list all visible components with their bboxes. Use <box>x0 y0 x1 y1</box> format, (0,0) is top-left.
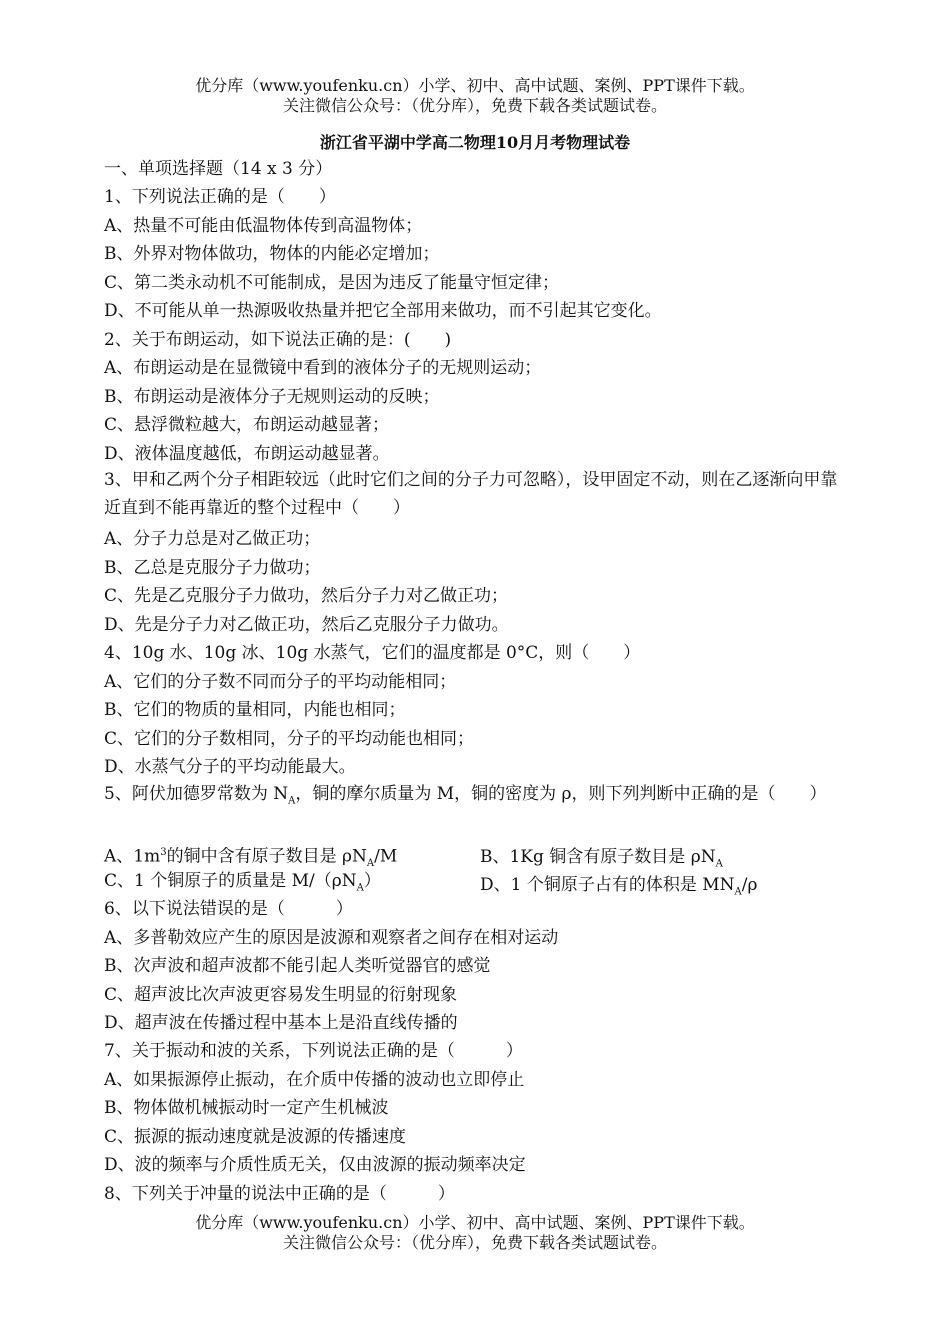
q5-option-c: C、1 个铜原子的质量是 $M/(\rho N_A)$ <box>104 871 381 894</box>
page-title: 浙江省平湖中学高二物理10月月考物理试卷 <box>319 133 631 152</box>
q3-stem: 3、甲和乙两个分子相距较远（此时它们之间的分子力可忽略），设甲固定不动，则在乙逐渐向甲靠近直到不能再靠近的整个过程中（ ） <box>104 470 838 518</box>
q3-option-d: D、先是分子力对乙做正功，然后乙克服分子力做功。 <box>104 615 509 635</box>
q6-stem: 6、以下说法错误的是（ ） <box>104 899 353 919</box>
q1-stem: 1、下列说法正确的是（ ） <box>104 187 336 207</box>
q5-option-d: D、1 个铜原子占有的体积是 $MN_A/\rho$ <box>480 875 758 898</box>
header-line-1: 优分库（www.youfenku.cn）小学、初中、高中试题、案例、PPT课件下载。 <box>195 76 755 95</box>
q3-option-a: A、分子力总是对乙做正功； <box>104 529 321 549</box>
q3-option-b: B、乙总是克服分子力做功； <box>104 558 321 578</box>
q7-option-c: C、振源的振动速度就是波源的传播速度 <box>104 1127 407 1147</box>
q1-option-c: C、第二类永动机不可能制成，是因为违反了能量守恒定律； <box>104 273 560 293</box>
q4-option-c: C、它们的分子数相同，分子的平均动能也相同； <box>104 729 475 749</box>
footer-line-1: 优分库（www.youfenku.cn）小学、初中、高中试题、案例、PPT课件下载。 <box>195 1213 755 1232</box>
q5-option-a: A、$1m^3$的铜中含有原子数目是 $\rho N_A/M$ <box>104 846 398 870</box>
q1-option-b: B、外界对物体做功，物体的内能必定增加； <box>104 244 440 264</box>
q6-option-d: D、超声波在传播过程中基本上是沿直线传播的 <box>104 1013 458 1033</box>
q7-stem: 7、关于振动和波的关系，下列说法正确的是（ ） <box>104 1041 523 1061</box>
q4-option-d: D、水蒸气分子的平均动能最大。 <box>104 757 356 777</box>
q6-option-c: C、超声波比次声波更容易发生明显的衍射现象 <box>104 985 458 1005</box>
q5-option-b: B、1Kg 铜含有原子数目是 $\rho N_A$ <box>480 847 723 870</box>
q2-option-d: D、液体温度越低，布朗运动越显著。 <box>104 444 390 464</box>
q7-option-d: D、波的频率与介质性质无关，仅由波源的振动频率决定 <box>104 1155 526 1175</box>
q1-option-d: D、不可能从单一热源吸收热量并把它全部用来做功，而不引起其它变化。 <box>104 301 662 321</box>
q2-option-c: C、悬浮微粒越大，布朗运动越显著； <box>104 415 390 435</box>
footer-line-2: 关注微信公众号：（优分库），免费下载各类试题试卷。 <box>282 1233 667 1252</box>
q4-stem: 4、10g 水、10g 冰、10g 水蒸气，它们的温度都是 0°C，则（ ） <box>104 643 641 663</box>
q5-stem: 5、阿伏加德罗常数为 $N_A$，铜的摩尔质量为 M，铜的密度为 ρ，则下列判断中正确的是（ ） <box>104 784 827 807</box>
header-line-2: 关注微信公众号：（优分库），免费下载各类试题试卷。 <box>282 96 667 115</box>
q7-option-b: B、物体做机械振动时一定产生机械波 <box>104 1098 389 1118</box>
q6-option-a: A、多普勒效应产生的原因是波源和观察者之间存在相对运动 <box>104 928 559 948</box>
q4-option-b: B、它们的物质的量相同，内能也相同； <box>104 700 406 720</box>
q7-option-a: A、如果振源停止振动，在介质中传播的波动也立即停止 <box>104 1070 525 1090</box>
q2-stem: 2、关于布朗运动，如下说法正确的是：( ) <box>104 330 452 350</box>
section-heading: 一、单项选择题（14 x 3 分） <box>104 159 333 179</box>
q2-option-b: B、布朗运动是液体分子无规则运动的反映； <box>104 387 440 407</box>
q3-option-c: C、先是乙克服分子力做功，然后分子力对乙做正功； <box>104 586 509 606</box>
q6-option-b: B、次声波和超声波都不能引起人类听觉器官的感觉 <box>104 956 491 976</box>
q4-option-a: A、它们的分子数不同而分子的平均动能相同； <box>104 672 457 692</box>
q8-stem: 8、下列关于冲量的说法中正确的是（ ） <box>104 1184 455 1204</box>
q2-option-a: A、布朗运动是在显微镜中看到的液体分子的无规则运动； <box>104 358 542 378</box>
q1-option-a: A、热量不可能由低温物体传到高温物体； <box>104 216 423 236</box>
